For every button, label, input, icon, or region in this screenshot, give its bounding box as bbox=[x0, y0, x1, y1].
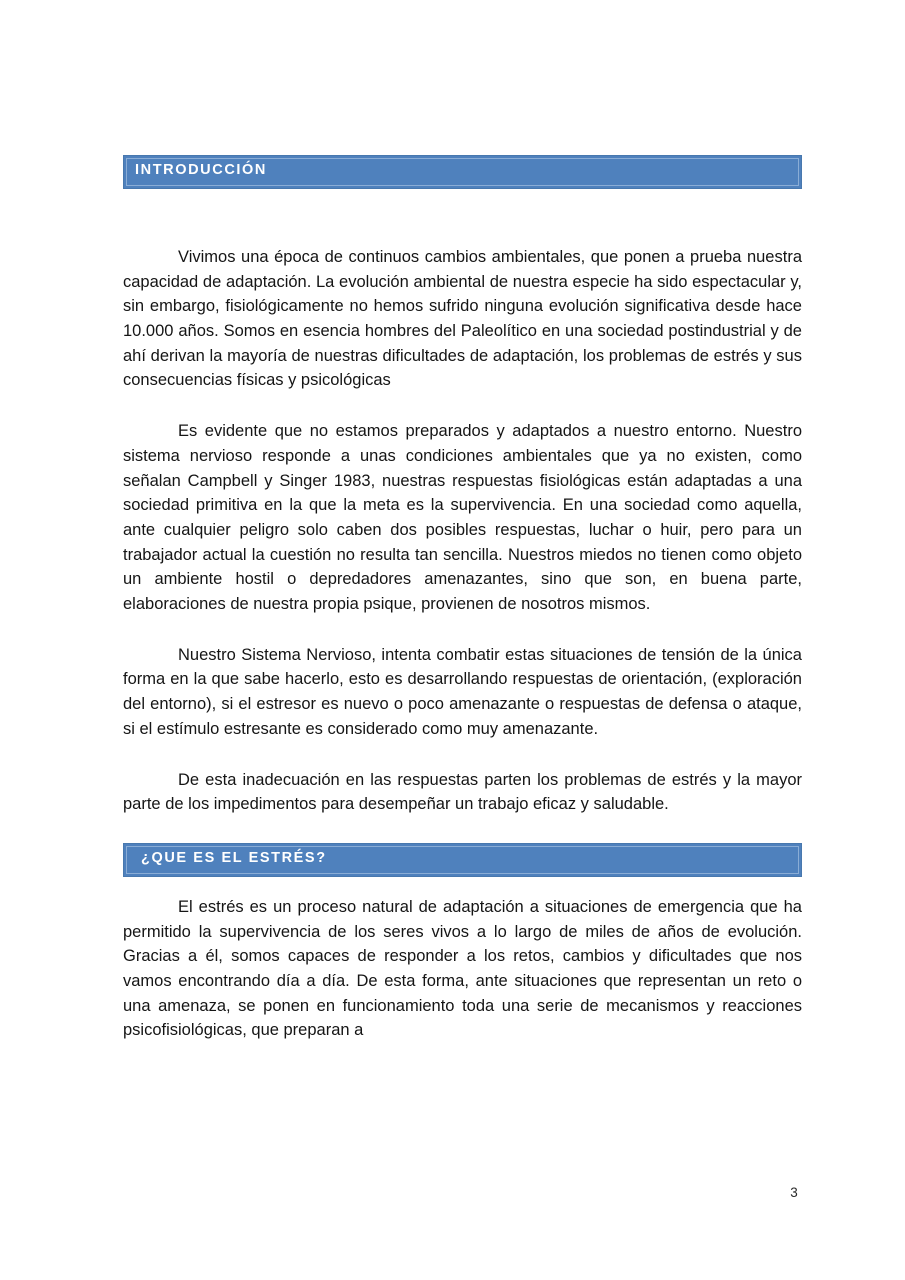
section-heading-introduccion: INTRODUCCIÓN bbox=[126, 158, 799, 186]
paragraph-inadecuacion: De esta inadecuación en las respuestas parten los problemas de estrés y la mayor parte de los impedimentos para desempeñar un trabajo eficaz y saludable. bbox=[123, 770, 802, 814]
page-number: 3 bbox=[790, 1185, 798, 1200]
paragraph-el-estres: El estrés es un proceso natural de adaptación a situaciones de emergencia que ha permitido la supervivencia de los seres vivos a lo largo de miles de años de evolución. Gracias a él, somos capaces de responder a los retos, cambios y dificultades que nos vamos encontrando día a día. De esta forma, ante situaciones que representan un reto o una amenaza, se ponen en funcionamiento toda una serie de mecanismos y reacciones psicofisiológicas, que preparan a bbox=[123, 897, 802, 1040]
paragraph-es-evidente: Es evidente que no estamos preparados y adaptados a nuestro entorno. Nuestro sistema nervioso responde a unas condiciones ambientales que ya no existen, como señalan Campbell y Singer 1983, nuestras respuestas fisiológicas están adaptadas a una sociedad primitiva en la que la meta es la supervivencia. En una sociedad como aquella, ante cualquier peligro solo caben dos posibles respuestas, luchar o huir, pero para un trabajador actual la cuestión no resulta tan sencilla. Nuestros miedos no tienen como objeto un ambiente hostil o depredadores amenazantes, sino que son, en buena parte, elaboraciones de nuestra propia psique, provienen de nosotros mismos. bbox=[123, 422, 802, 614]
section-banner-que-es-el-estres bbox=[123, 843, 802, 877]
section-banner-introduccion bbox=[123, 155, 802, 189]
paragraph-vivimos: Vivimos una época de continuos cambios ambientales, que ponen a prueba nuestra capacidad de adaptación. La evolución ambiental de nuestra especie ha sido espectacular y, sin embargo, fisiológicamente no hemos sufrido ninguna evolución significativa desde hace 10.000 años. Somos en esencia hombres del Paleolítico en una sociedad postindustrial y de ahí derivan la mayoría de nuestras dificultades de adaptación, los problemas de estrés y sus consecuencias físicas y psicológicas bbox=[123, 247, 802, 390]
document-content bbox=[123, 155, 802, 1043]
paragraph-sistema-nervioso: Nuestro Sistema Nervioso, intenta combatir estas situaciones de tensión de la única forma en la que sabe hacerlo, esto es desarrollando respuestas de orientación, (exploración del entorno), si el estresor es nuevo o poco amenazante o respuestas de defensa o ataque, si el estímulo estresante es considerado como muy amenazante. bbox=[123, 645, 802, 738]
section-heading-que-es-el-estres: ¿QUE ES EL ESTRÉS? bbox=[126, 846, 799, 874]
